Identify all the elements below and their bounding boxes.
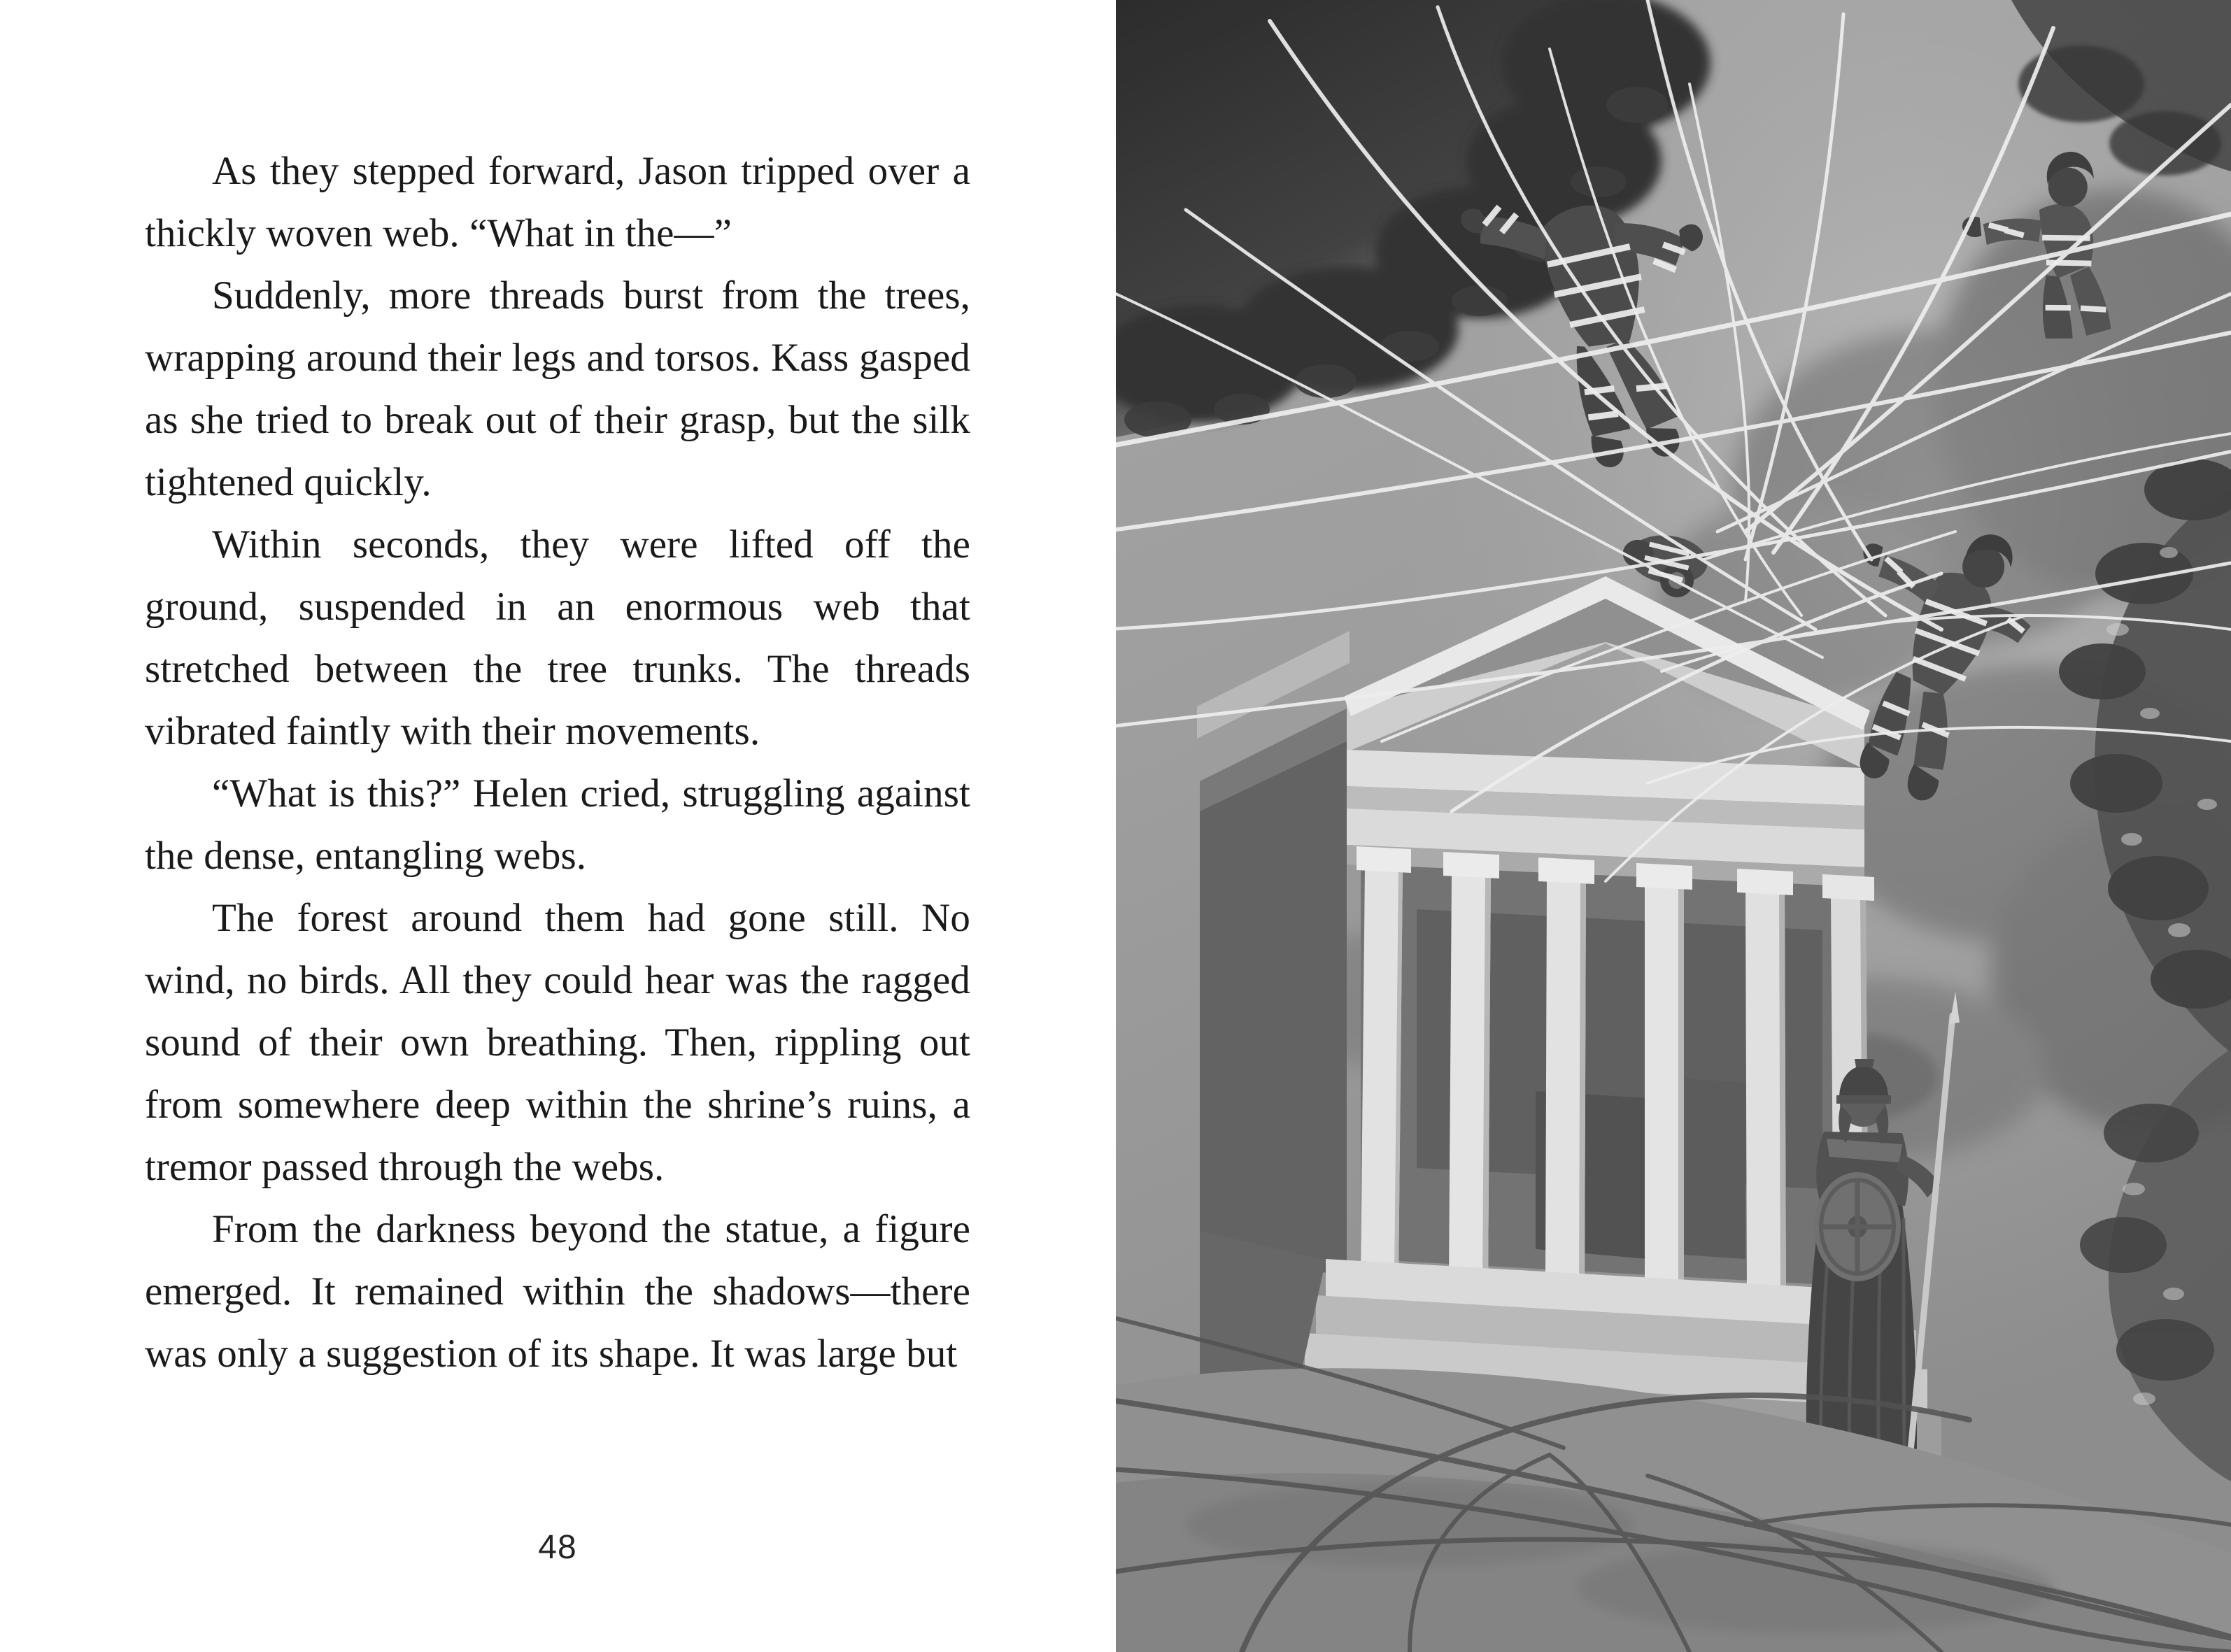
body-copy [145, 140, 970, 1385]
forest-shrine-illustration [1116, 0, 2231, 1652]
paragraph: Suddenly, more threads burst from the trees, wrapping around their legs and torsos. Kass gasped as she tried to break out of their grasp, but the silk tightened quickly. [145, 273, 970, 504]
paragraph: The forest around them had gone still. No wind, no birds. All they could hear was the ragged sound of their own breathing. Then, rippling out from somewhere deep within the shrine’s ruins, a tremor passed through the webs. [145, 896, 970, 1189]
paragraph: As they stepped forward, Jason tripped over a thickly woven web. “What in the—” [145, 149, 970, 255]
paragraph: “What is this?” Helen cried, struggling against the dense, entangling webs. [145, 771, 970, 878]
paragraph: From the darkness beyond the statue, a figure emerged. It remained within the shadows—there was only a suggestion of its shape. It was large but [145, 1207, 970, 1376]
page-number: 48 [538, 1529, 577, 1566]
right-illustration-page [1116, 0, 2231, 1652]
paragraph: Within seconds, they were lifted off the ground, suspended in an enormous web that stretched between the tree trunks. The threads vibrated faintly with their movements. [145, 522, 970, 753]
